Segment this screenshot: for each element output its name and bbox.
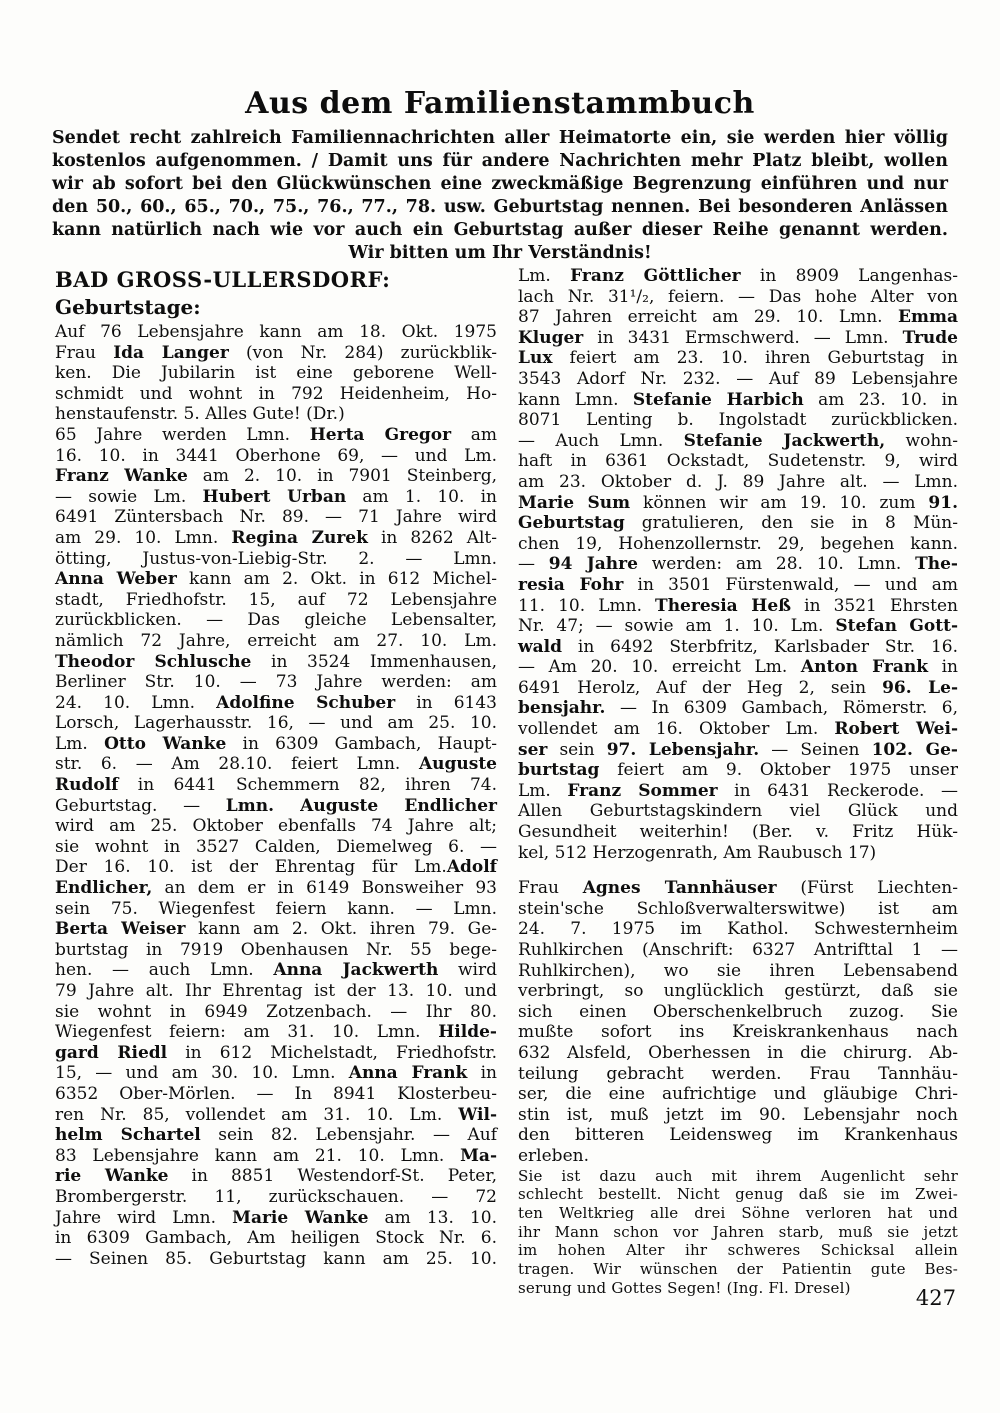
text-line: — Am 20. 10. erreicht Lm. Anton Frank in (518, 657, 958, 678)
text-line: Lm. Otto Wanke in 6309 Gambach, Haupt- (55, 733, 497, 754)
text-line: Lux feiert am 23. 10. ihren Geburtstag in (518, 348, 958, 369)
text-line: chen 19, Hohenzollernstr. 29, begehen kann. (518, 533, 958, 554)
text-line: Gesundheit weiterhin! (Ber. v. Fritz Hük- (518, 822, 958, 843)
text-line: Berliner Str. 10. — 73 Jahre werden: am (55, 672, 497, 693)
text-line: Endlicher, an dem er in 6149 Bonsweiher 93 (55, 878, 497, 899)
text-line: sein 75. Wiegenfest feiern kann. — Lmn. (55, 898, 497, 919)
text-line: — sowie Lm. Hubert Urban am 1. 10. in (55, 486, 497, 507)
text-line: Lorsch, Lagerhausstr. 16, — und am 25. 10. (55, 713, 497, 734)
page-title: Aus dem Familienstammbuch (245, 86, 755, 121)
text-line: ser sein 97. Lebensjahr. — Seinen 102. Ge- (518, 739, 958, 760)
text-line: helm Schartel sein 82. Lebensjahr. — Auf (55, 1125, 497, 1146)
text-line: Jahre wird Lmn. Marie Wanke am 13. 10. (55, 1207, 497, 1228)
text-line: resia Fohr in 3501 Fürstenwald, — und am (518, 574, 959, 595)
text-line: str. 6. — Am 28.10. feiert Lmn. Auguste (55, 754, 497, 775)
text-line: 8071 Lenting b. Ingolstadt zurückblicken. (518, 410, 958, 431)
left-column (55, 266, 497, 1269)
text-line: Marie Sum können wir am 19. 10. zum 91. (518, 492, 958, 513)
text-line: 16. 10. in 3441 Oberhone 69, — und Lm. (55, 445, 497, 466)
text-line: mußte sofort ins Kreiskrankenhaus nach (518, 1022, 958, 1043)
text-line: 24. 10. Lmn. Adolfine Schuber in 6143 (55, 692, 497, 713)
text-line: 24. 7. 1975 im Kathol. Schwesternheim (518, 919, 958, 940)
intro-paragraph (52, 127, 948, 265)
text-line: — Seinen 85. Geburtstag kann am 25. 10. (55, 1248, 497, 1269)
text-line: im hohen Alter ihr schweres Schicksal allein (518, 1241, 958, 1260)
paragraph (518, 266, 958, 863)
left-column-body (55, 322, 497, 1269)
text-line: in 6309 Gambach, Am heiligen Stock Nr. 6. (55, 1228, 497, 1249)
text-line: 65 Jahre werden Lmn. Herta Gregor am (55, 424, 497, 445)
text-line: schlecht bestellt. Nicht genug daß sie im Zwei- (518, 1185, 958, 1204)
text-line: 87 Jahren erreicht am 29. 10. Lmn. Emma (518, 307, 958, 328)
text-line: Anna Weber kann am 2. Okt. in 612 Michel- (55, 569, 498, 590)
text-line: — 94 Jahre werden: am 28. 10. Lmn. The- (518, 554, 958, 575)
text-line: am 29. 10. Lmn. Regina Zurek in 8262 Alt- (55, 527, 497, 548)
text-line: tragen. Wir wünschen der Patientin gute Bes- (518, 1260, 958, 1279)
paragraph (518, 1167, 958, 1298)
text-line: bensjahr. — In 6309 Gambach, Römerstr. 6, (518, 698, 958, 719)
text-line: ser, die eine aufrichtige und gläubige Chri- (518, 1084, 958, 1105)
paragraph (55, 425, 497, 1269)
text-line: 15, — und am 30. 10. Lmn. Anna Frank in (55, 1063, 497, 1084)
text-line: gard Riedl in 612 Michelstadt, Friedhofstr. (55, 1042, 497, 1063)
text-line: stadt, Friedhofstr. 15, auf 72 Lebensjahre (55, 589, 497, 610)
right-column (518, 266, 958, 1297)
page-number: 427 (915, 1286, 956, 1310)
text-line: wald in 6492 Sterbfritz, Karlsbader Str. 16. (518, 636, 958, 657)
text-line: hen. — auch Lmn. Anna Jackwerth wird (55, 960, 498, 981)
intro-lines (52, 127, 948, 242)
text-line: 6352 Ober-Mörlen. — In 8941 Klosterbeu- (55, 1083, 497, 1104)
text-line: Lm. Franz Sommer in 6431 Reckerode. — (518, 780, 959, 801)
text-line: ihr Mann schon vor Jahren starb, muß sie jetzt (518, 1222, 958, 1241)
text-line: henstaufenstr. 5. Alles Gute! (Dr.) (55, 404, 345, 425)
paragraph (52, 127, 948, 242)
text-line: rie Wanke in 8851 Westendorf-St. Peter, (55, 1166, 497, 1187)
text-line: ren Nr. 85, vollendet am 31. 10. Lm. Wil- (55, 1104, 497, 1125)
text-line: Frau Agnes Tannhäuser (Fürst Liechten- (518, 878, 958, 899)
text-line: 3543 Adorf Nr. 232. — Auf 89 Lebensjahre (518, 368, 958, 389)
paragraph (55, 322, 497, 425)
text-line: den 50., 60., 65., 70., 75., 76., 77., 78. usw. Geburtstag nennen. Bei besonderen Anlässen (52, 197, 948, 217)
text-line: 6491 Züntersbach Nr. 89. — 71 Jahre wird (55, 507, 497, 528)
text-line: haft in 6361 Ockstadt, Sudetenstr. 9, wird (518, 451, 958, 472)
text-line: kann natürlich nach wie vor auch ein Geburtstag außer dieser Reihe genannt werden. (52, 220, 948, 240)
text-line: ken. Die Jubilarin ist eine geborene Well- (55, 363, 497, 384)
text-line: 83 Lebensjahre kann am 21. 10. Lmn. Ma- (55, 1145, 497, 1166)
text-line: Kluger in 3431 Ermschwerd. — Lmn. Trude (518, 327, 958, 348)
text-line: teilung gebracht werden. Frau Tannhäu- (518, 1063, 958, 1084)
text-line: Lm. Franz Göttlicher in 8909 Langenhas- (518, 266, 958, 286)
text-line: Nr. 47; — sowie am 1. 10. Lm. Stefan Gott- (518, 616, 958, 637)
text-line: Der 16. 10. ist der Ehrentag für Lm.Adolf (55, 857, 497, 878)
text-line: kann Lmn. Stefanie Harbich am 23. 10. in (518, 389, 959, 410)
text-line: sie wohnt in 3527 Calden, Diemelweg 6. — (55, 836, 497, 857)
text-line: 11. 10. Lmn. Theresia Heß in 3521 Ehrsten (518, 595, 958, 616)
text-line: Sie ist dazu auch mit ihrem Augenlicht sehr (518, 1166, 958, 1185)
text-line: kel, 512 Herzogenrath, Am Raubusch 17) (518, 842, 877, 863)
text-line: Sendet recht zahlreich Familiennachrichten aller Heimatorte ein, sie werden hier völlig (52, 128, 948, 148)
text-line: ten Weltkrieg alle drei Söhne verloren hat und (518, 1203, 958, 1222)
text-line: nämlich 72 Jahre, erreicht am 27. 10. Lm. (55, 630, 497, 651)
section-subheading: Geburtstage: (55, 295, 201, 319)
text-line: sie wohnt in 6949 Zotzenbach. — Ihr 80. (55, 1001, 497, 1022)
text-line: Brombergerstr. 11, zurückschauen. — 72 (55, 1186, 497, 1207)
text-line: stein'sche Schloßverwalterswitwe) ist am (518, 898, 958, 919)
text-line: Ruhlkirchen), wo sie ihren Lebensabend (518, 960, 958, 981)
text-line: kostenlos aufgenommen. / Damit uns für andere Nachrichten mehr Platz bleibt, wollen (52, 151, 948, 171)
text-line: zurückblicken. — Das gleiche Lebensalter, (55, 610, 497, 631)
text-line: Geburtstag gratulieren, den sie in 8 Mün- (518, 513, 958, 534)
section-heading: BAD GROSS-ULLERSDORF: (55, 267, 391, 292)
text-line: serung und Gottes Segen! (Ing. Fl. Dresel) (518, 1278, 851, 1297)
text-line: vollendet am 16. Oktober Lm. Robert Wei- (518, 719, 958, 740)
text-line: wird am 25. Oktober ebenfalls 74 Jahre alt; (55, 816, 497, 837)
text-line: Theodor Schlusche in 3524 Immenhausen, (55, 651, 498, 672)
right-column-body (518, 266, 958, 1297)
text-line: erleben. (518, 1145, 589, 1166)
text-line: den bitteren Leidensweg im Krankenhaus (518, 1125, 958, 1146)
text-line: 6491 Herolz, Auf der Heg 2, sein 96. Le- (518, 677, 958, 698)
text-line: wir ab sofort bei den Glückwünschen eine zweckmäßige Begrenzung einführen und nur (52, 174, 948, 194)
text-line: burtstag feiert am 9. Oktober 1975 unser (518, 760, 958, 781)
intro-closing-line: Wir bitten um Ihr Verständnis! (348, 243, 652, 263)
text-line: lach Nr. 31¹/₂, feiern. — Das hohe Alter von (518, 286, 958, 307)
text-line: Ruhlkirchen (Anschrift: 6327 Antrifttal 1 — (518, 940, 958, 960)
text-line: Franz Wanke am 2. 10. in 7901 Steinberg, (55, 466, 497, 487)
text-line: Auf 76 Lebensjahre kann am 18. Okt. 1975 (55, 322, 497, 342)
text-line: Rudolf in 6441 Schemmern 82, ihren 74. (55, 775, 497, 796)
paragraph (518, 878, 958, 1166)
text-line: — Auch Lmn. Stefanie Jackwerth, wohn- (518, 430, 958, 451)
text-line: 632 Alsfeld, Oberhessen in die chirurg. Ab- (518, 1042, 958, 1063)
text-line: 79 Jahre alt. Ihr Ehrentag ist der 13. 10. und (55, 981, 497, 1001)
text-line: Berta Weiser kann am 2. Okt. ihren 79. Ge- (55, 919, 497, 940)
text-line: am 23. Oktober d. J. 89 Jahre alt. — Lmn. (518, 471, 958, 492)
text-line: Geburtstag. — Lmn. Auguste Endlicher (55, 795, 497, 816)
text-line: schmidt und wohnt in 792 Heidenheim, Ho- (55, 383, 497, 404)
text-line: sich einen Oberschenkelbruch zuzog. Sie (518, 1001, 958, 1022)
text-line: Frau Ida Langer (von Nr. 284) zurückblik- (55, 342, 497, 363)
text-line: stin ist, muß jetzt im 90. Lebensjahr noch (518, 1104, 958, 1125)
text-line: Wiegenfest feiern: am 31. 10. Lmn. Hilde- (55, 1022, 497, 1043)
text-line: burtstag in 7919 Obenhausen Nr. 55 bege- (55, 939, 497, 960)
text-line: Allen Geburtstagskindern viel Glück und (518, 801, 958, 822)
text-line: verbringt, so unglücklich gestürzt, daß sie (518, 981, 958, 1002)
text-line: ötting, Justus-von-Liebig-Str. 2. — Lmn. (55, 548, 497, 569)
